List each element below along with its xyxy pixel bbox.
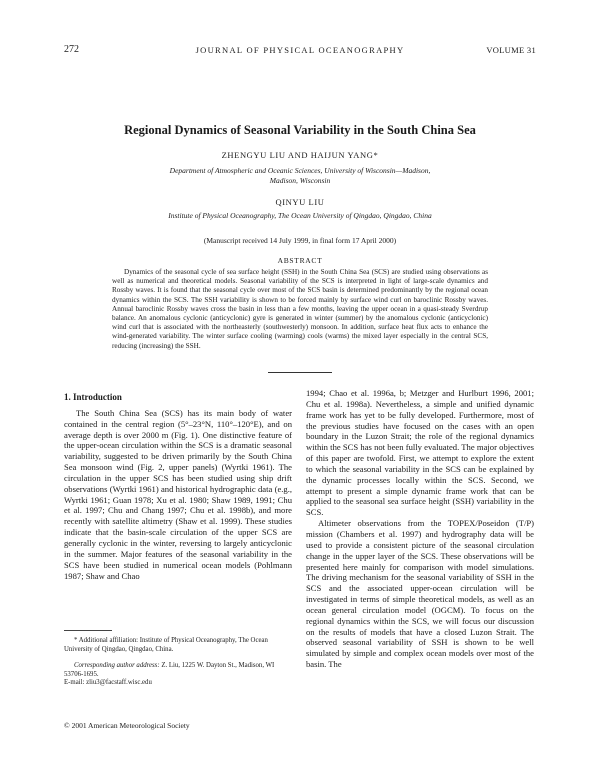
journal-name: JOURNAL OF PHYSICAL OCEANOGRAPHY	[195, 45, 405, 55]
affiliation-1	[120, 166, 480, 186]
left-column	[64, 392, 292, 581]
page-number: 272	[64, 44, 79, 55]
intro-paragraph-1: The South China Sea (SCS) has its main body of water contained in the central region (5°–23°N, 110°–120°E), and on average depth is over 2000 m (Fig. 1). One distinctive feature of the upper-ocean circulation within the SCS is a dramatic seasonal variability, suggested to be driven primarily by the South China Sea monsoon wind (Fig. 2, upper panels) (Wyrtki 1961). The circulation in the upper SCS has been studied using ship drift observations (Wyrtki 1961) and historical hydrographic data (e.g., Wyrtki 1961; Guan 1978; Xu et al. 1980; Shaw 1989, 1991; Chu et al. 1997; Chu and Chang 1997; Chu et al. 1998b), and more recently with satellite altimetry (Shaw et al. 1999). These studies indicate that the basin-scale circulation of the upper SCS are generally cyclonic in the winter, reversing to largely anticyclonic in the summer. Major features of the seasonal variability in the SCS have been studied in numerical ocean models (Pohlmann 1987; Shaw and Chao	[64, 407, 292, 581]
article-title: Regional Dynamics of Seasonal Variability in the South China Sea	[124, 123, 476, 137]
author-line-2: QINYU LIU	[275, 197, 325, 207]
footnote-affiliation: * Additional affiliation: Institute of Physical Oceanography, The Ocean University of Qingdao, Qingdao, China.	[64, 637, 268, 653]
intro-paragraph-2: Altimeter observations from the TOPEX/Poseidon (T/P) mission (Chambers et al. 1997) and hydrography data will be used to provide a consistent picture of the seasonal circulation change in the upper layer of the SCS. These observations will be presented here mainly for comparison with model simulations. The driving mechanism for the seasonal variability of SSH in the SCS and the associated upper-ocean circulation will be investigated in terms of simple theoretical models, as well as an ocean general circulation model (OGCM). To focus on the regional dynamics within the SCS, we will focus our discussion on the results of models that have a closed Luzon Strait. The observed seasonal variability of SSH is shown to be well simulated by simple and complex ocean models over most of the basin. The	[306, 518, 534, 670]
author-line-1: ZHENGYU LIU AND HAIJUN YANG*	[221, 150, 379, 160]
manuscript-dates: (Manuscript received 14 July 1999, in final form 17 April 2000)	[203, 236, 397, 245]
right-column	[306, 388, 534, 670]
running-header	[64, 44, 536, 58]
corresponding-author-address: Z. Liu, 1225 W. Dayton St., Madison, WI 53706-1695.	[64, 662, 275, 678]
section-heading: 1. Introduction	[64, 392, 122, 402]
abstract-divider	[268, 372, 332, 373]
affiliation-1-line-2: Madison, Wisconsin	[269, 176, 331, 185]
footnote-divider	[64, 630, 112, 631]
abstract-text: Dynamics of the seasonal cycle of sea surface height (SSH) in the South China Sea (SCS) are studied using observations as well as numerical and theoretical models. Seasonal variability of the SCS is interpreted in light of large-scale dynamics and Rossby waves. It is found that the seasonal cycle over most of the SCS basin is determined predominantly by the regional ocean dynamics within the SCS. The SSH variability is shown to be forced mainly by surface wind curl on baroclinic Rossby waves. Annual baroclinic Rossby waves cross the basin in less than a few months, leaving the upper ocean in a quasi-steady Sverdrup balance. An anomalous cyclonic (anticyclonic) gyre is generated in winter (summer) by the anomalous cyclonic (anticyclonic) wind curl that is associated with the northeasterly (southwesterly) monsoon. In addition, surface heat flux acts to enhance the wind-generated variability. The winter surface cooling (warming) cools (warms) the mixed layer especially in the central SCS, reducing (increasing) the SSH.	[112, 268, 488, 350]
copyright-notice: © 2001 American Meteorological Society	[64, 721, 190, 730]
abstract-heading: ABSTRACT	[277, 256, 323, 265]
volume-label: VOLUME 31	[486, 45, 536, 55]
intro-paragraph-1-continued: 1994; Chao et al. 1996a, b; Metzger and Hurlburt 1996, 2001; Chu et al. 1998a). Nevertheless, a simple and unified dynamic frame work has yet to be fully developed. Furthermore, most of the previous studies have focused on the cases with an open boundary in the Luzon Strait; the role of the regional dynamics within the SCS has not been fully evaluated. The major objectives of this paper are twofold. First, we attempt to explore the extent to which the seasonal variability in the SCS can be explained by the dynamic processes locally within the SCS. Second, we attempt to present a simple dynamic frame work that can be applied to the seasonal sea surface height (SSH) variability in the SCS.	[306, 388, 534, 518]
affiliation-1-line-1: Department of Atmospheric and Oceanic Sciences, University of Wisconsin—Madison,	[169, 166, 431, 175]
corresponding-author-label: Corresponding author address:	[74, 662, 160, 669]
footnotes	[64, 630, 292, 688]
corresponding-author	[64, 662, 292, 679]
affiliation-2: Institute of Physical Oceanography, The Ocean University of Qingdao, Qingdao, China	[168, 211, 432, 220]
corresponding-author-email: E-mail: zliu3@facstaff.wisc.edu	[64, 679, 152, 686]
